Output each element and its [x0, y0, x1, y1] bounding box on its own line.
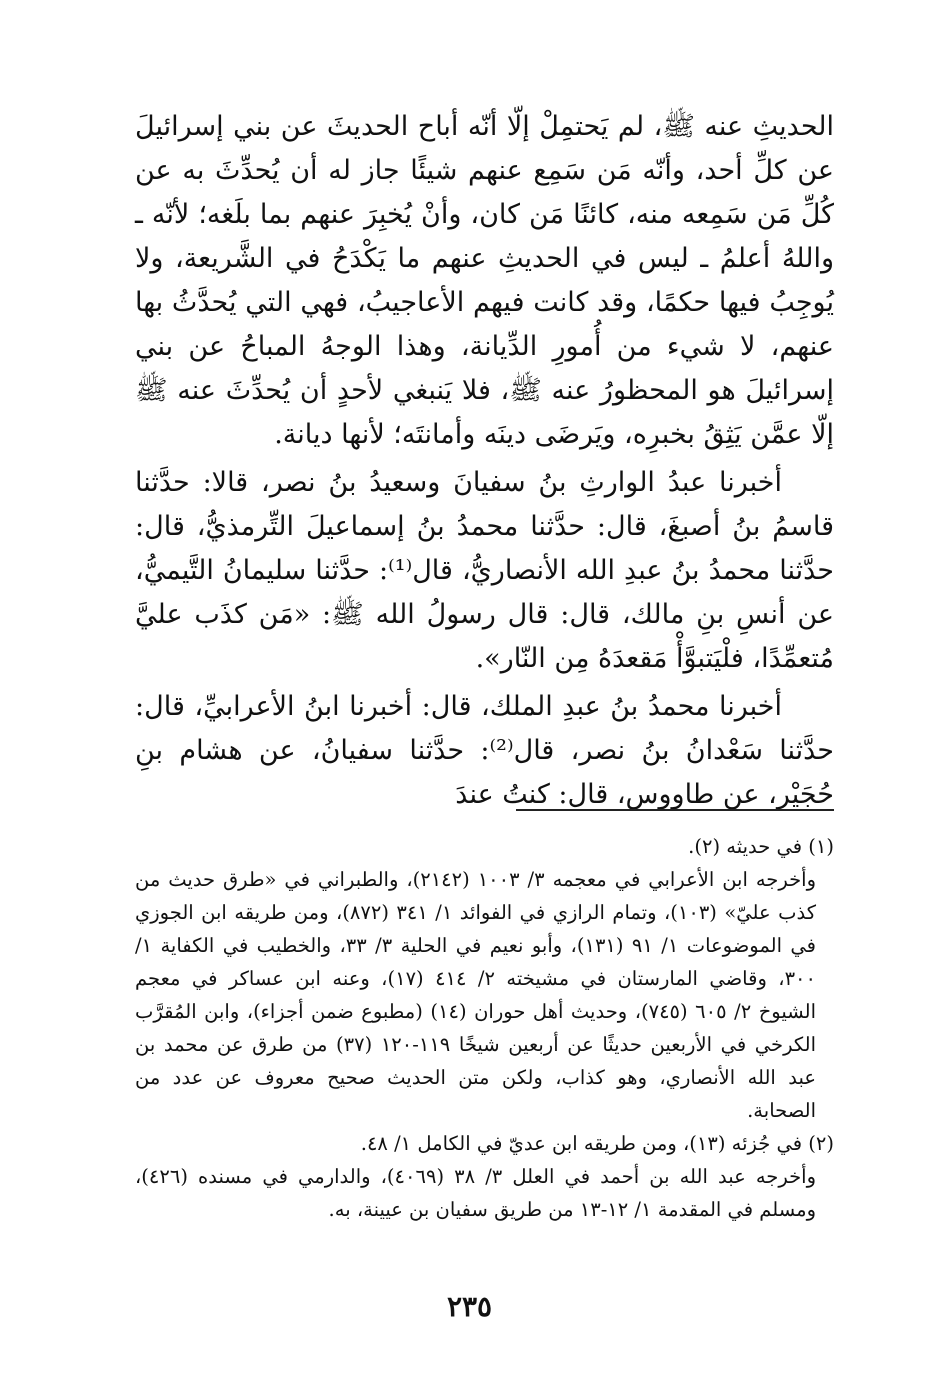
- footnote-2-heading: (٢) في جُزئه (١٣)، ومن طريقه ابن عديّ في الكامل ١/ ٤٨.: [360, 1132, 834, 1155]
- paragraph-3: أخبرنا محمدُ بنُ عبدِ الملك، قال: أخبرنا ابنُ الأعرابيِّ، قال: حدَّثنا سَعْدانُ بنُ نصر، قال⁽²⁾: حدَّثنا سفيانُ، عن هشام بنِ حُجَيْر، عن طاووس، قال: كنتُ عندَ: [135, 691, 834, 810]
- paragraph-2: أخبرنا عبدُ الوارثِ بنُ سفيانَ وسعيدُ بنُ نصر، قالا: حدَّثنا قاسمُ بنُ أصبغَ، قال: حدَّثنا محمدُ بنُ إسماعيلَ التِّرمذيُّ، قال: حدَّثنا محمدُ بنُ عبدِ الله الأنصاريُّ، قال⁽¹⁾: حدَّثنا سليمانُ التَّيميُّ، عن أنسِ بنِ مالك، قال: قال رسولُ الله ﷺ: «مَن كذَب عليَّ مُتعمِّدًا، فلْيَتبوَّأْ مَقعدَهُ مِن النّار».: [135, 467, 834, 674]
- paragraph-1: الحديثِ عنه ﷺ، لم يَحتمِلْ إلّا أنّه أباح الحديثَ عن بني إسرائيلَ عن كلِّ أحد، وأنّه مَن سَمِع عنهم شيئًا جاز له أن يُحدِّثَ به عن كُلِّ مَن سَمِعه منه، كائنًا مَن كان، وأنْ يُخبِرَ عنهم بما بلَغه؛ لأنّه ـ واللهُ أعلمُ ـ ليس في الحديثِ عنهم ما يَكْدَحُ في الشَّريعة، ولا يُوجِبُ فيها حكمًا، وقد كانت فيهم الأعاجيبُ، فهي التي يُحدَّثُ بها عنهم، لا شيء من أُمورِ الدِّيانة، وهذا الوجهُ المباحُ عن بني إسرائيلَ هو المحظورُ عنه ﷺ، فلا يَنبغي لأحدٍ أن يُحدِّثَ عنه ﷺ إلّا عمَّن يَثِقُ بخبرِه، ويَرضَى دينَه وأمانتَه؛ لأنها ديانة.: [135, 111, 834, 450]
- page-number: ٢٣٥: [446, 1290, 493, 1323]
- main-text: [135, 105, 834, 821]
- footnote-2-body: وأخرجه عبد الله بن أحمد في العلل ٣/ ٣٨ (٤٠٦٩)، والدارمي في مسنده (٤٢٦)، ومسلم في المقدمة ١/ ١٢-١٣ من طريق سفيان بن عيينة، به.: [135, 1165, 816, 1221]
- footnote-divider: [516, 809, 834, 811]
- footnotes: [135, 830, 834, 1226]
- footnote-1-body: وأخرجه ابن الأعرابي في معجمه ٣/ ١٠٠٣ (٢١٤٢)، والطبراني في «طرق حديث من كذب عليّ» (١٠٣)، وتمام الرازي في الفوائد ١/ ٣٤١ (٨٧٢)، ومن طريقه ابن الجوزي في الموضوعات ١/ ٩١ (١٣١)، وأبو نعيم في الحلية ٣/ ٣٣، والخطيب في الكفاية ١/ ٣٠٠، وقاضي المارستان في مشيخته ٢/ ٤١٤ (١٧)، وعنه ابن عساكر في معجم الشيوخ ٢/ ٦٠٥ (٧٤٥)، وحديث أهل حوران (١٤) (مطبوع ضمن أجزاء)، وابن المُقرَّب الكرخي في الأربعين حديثًا عن أربعين شيخًا ١١٩-١٢٠ (٣٧) من طرق عن محمد بن عبد الله الأنصاري، وهو كذاب، ولكن متن الحديث صحيح معروف عن عدد من الصحابة.: [135, 868, 817, 1122]
- footnote-1-heading: (١) في حديثه (٢).: [688, 835, 834, 858]
